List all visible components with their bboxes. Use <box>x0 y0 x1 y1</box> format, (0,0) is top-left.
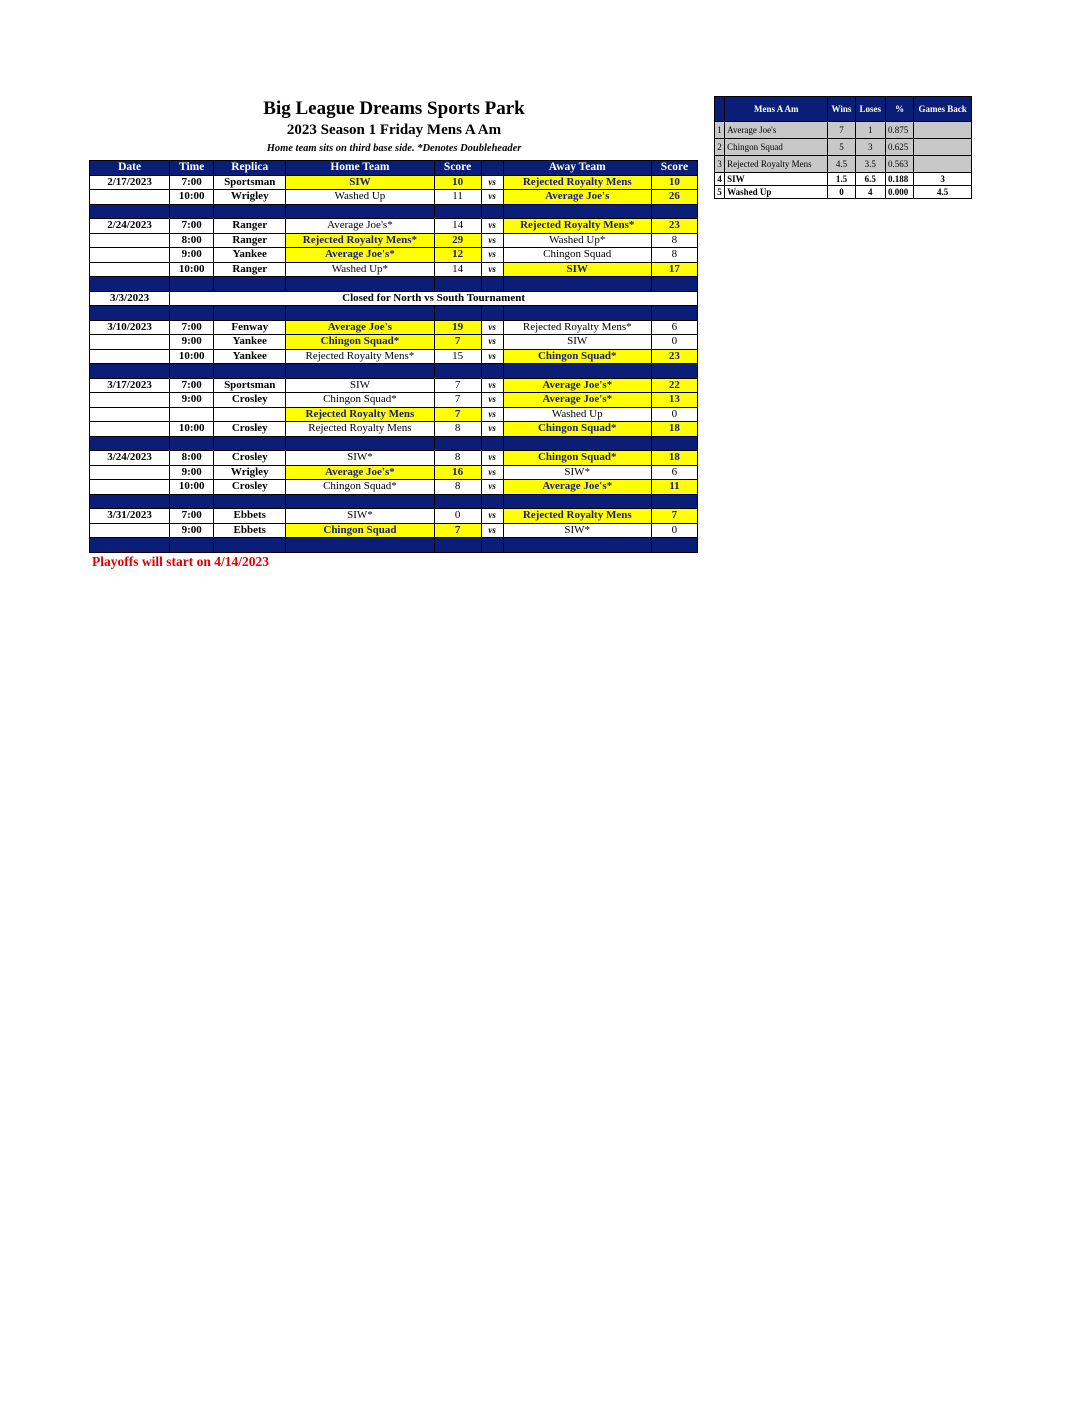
separator-cell <box>651 364 697 379</box>
away-team: Rejected Royalty Mens <box>503 509 651 524</box>
separator-cell <box>90 436 170 451</box>
game-row <box>90 451 698 466</box>
page-title: Big League Dreams Sports Park <box>263 98 525 119</box>
team-loses: 3.5 <box>855 156 885 173</box>
home-score: 7 <box>434 393 481 408</box>
game-date <box>90 523 170 538</box>
home-team: Rejected Royalty Mens <box>286 422 434 437</box>
game-date: 3/31/2023 <box>90 509 170 524</box>
game-date <box>90 233 170 248</box>
home-team: Rejected Royalty Mens <box>286 407 434 422</box>
game-time: 10:00 <box>170 262 214 277</box>
separator-cell <box>214 277 286 292</box>
separator-cell <box>434 306 481 321</box>
game-time: 7:00 <box>170 320 214 335</box>
game-date <box>90 190 170 205</box>
week-separator-row <box>90 306 698 321</box>
replica-field: Wrigley <box>214 190 286 205</box>
game-time: 9:00 <box>170 248 214 263</box>
separator-cell <box>214 306 286 321</box>
separator-cell <box>434 436 481 451</box>
separator-cell <box>503 436 651 451</box>
separator-cell <box>434 204 481 219</box>
separator-cell <box>90 538 170 553</box>
season-subtitle: 2023 Season 1 Friday Mens A Am <box>286 122 502 138</box>
separator-cell <box>90 306 170 321</box>
separator-cell <box>481 204 503 219</box>
team-rank: 1 <box>715 122 725 139</box>
away-score: 13 <box>651 393 697 408</box>
game-time: 8:00 <box>170 233 214 248</box>
away-team: Rejected Royalty Mens* <box>503 219 651 234</box>
home-score: 7 <box>434 378 481 393</box>
vs-label: vs <box>481 320 503 335</box>
separator-cell <box>214 204 286 219</box>
separator-cell <box>481 364 503 379</box>
game-row <box>90 480 698 495</box>
away-score: 6 <box>651 465 697 480</box>
game-date: 3/10/2023 <box>90 320 170 335</box>
standings-header-wins: Wins <box>828 97 855 122</box>
home-score: 7 <box>434 407 481 422</box>
game-date: 2/17/2023 <box>90 175 170 190</box>
separator-cell <box>651 538 697 553</box>
home-score: 8 <box>434 422 481 437</box>
game-date <box>90 407 170 422</box>
game-date <box>90 262 170 277</box>
vs-label: vs <box>481 219 503 234</box>
separator-cell <box>503 204 651 219</box>
separator-cell <box>434 538 481 553</box>
game-row <box>90 190 698 205</box>
standings-header-pct: % <box>885 97 913 122</box>
game-date <box>90 335 170 350</box>
game-row <box>90 407 698 422</box>
home-score: 29 <box>434 233 481 248</box>
home-score: 16 <box>434 465 481 480</box>
away-team: Average Joe's* <box>503 378 651 393</box>
away-score: 7 <box>651 509 697 524</box>
standings-row <box>715 186 972 199</box>
team-loses: 3 <box>855 139 885 156</box>
vs-label: vs <box>481 480 503 495</box>
separator-cell <box>286 436 434 451</box>
replica-field: Crosley <box>214 480 286 495</box>
standings-header-row <box>715 97 972 122</box>
game-row <box>90 523 698 538</box>
col-header-vs <box>481 161 503 176</box>
schedule-table <box>89 160 698 553</box>
game-time: 8:00 <box>170 451 214 466</box>
standings-header-loses: Loses <box>855 97 885 122</box>
vs-label: vs <box>481 393 503 408</box>
col-header-home-score: Score <box>434 161 481 176</box>
separator-cell <box>214 364 286 379</box>
home-team: Washed Up <box>286 190 434 205</box>
team-games-back: 3 <box>914 173 972 186</box>
standings-header-rank <box>715 97 725 122</box>
home-team: SIW <box>286 378 434 393</box>
game-date: 2/24/2023 <box>90 219 170 234</box>
col-header-time: Time <box>170 161 214 176</box>
game-row <box>90 175 698 190</box>
game-time: 7:00 <box>170 378 214 393</box>
vs-label: vs <box>481 407 503 422</box>
game-time <box>170 407 214 422</box>
away-team: Chingon Squad <box>503 248 651 263</box>
separator-cell <box>170 306 214 321</box>
home-score: 7 <box>434 335 481 350</box>
separator-cell <box>481 277 503 292</box>
separator-cell <box>503 494 651 509</box>
separator-cell <box>481 494 503 509</box>
team-rank: 5 <box>715 186 725 199</box>
home-team: SIW* <box>286 451 434 466</box>
separator-cell <box>503 277 651 292</box>
away-score: 18 <box>651 451 697 466</box>
playoffs-notice: Playoffs will start on 4/14/2023 <box>92 554 269 569</box>
team-name: Rejected Royalty Mens <box>725 156 828 173</box>
away-team: Average Joe's <box>503 190 651 205</box>
away-score: 23 <box>651 219 697 234</box>
week-separator-row <box>90 364 698 379</box>
col-header-away-score: Score <box>651 161 697 176</box>
schedule-header-row <box>90 161 698 176</box>
home-team: SIW* <box>286 509 434 524</box>
team-rank: 3 <box>715 156 725 173</box>
game-time: 10:00 <box>170 480 214 495</box>
home-team: SIW <box>286 175 434 190</box>
replica-field: Yankee <box>214 248 286 263</box>
home-score: 7 <box>434 523 481 538</box>
replica-field: Ranger <box>214 233 286 248</box>
home-team: Chingon Squad* <box>286 335 434 350</box>
team-pct: 0.000 <box>885 186 913 199</box>
separator-cell <box>503 538 651 553</box>
game-date: 3/3/2023 <box>90 291 170 306</box>
away-score: 0 <box>651 523 697 538</box>
week-separator-row <box>90 204 698 219</box>
week-separator-row <box>90 277 698 292</box>
team-pct: 0.188 <box>885 173 913 186</box>
away-score: 17 <box>651 262 697 277</box>
home-team: Rejected Royalty Mens* <box>286 233 434 248</box>
separator-cell <box>434 494 481 509</box>
separator-cell <box>481 436 503 451</box>
home-team: Average Joe's* <box>286 219 434 234</box>
separator-cell <box>434 364 481 379</box>
separator-cell <box>286 364 434 379</box>
separator-cell <box>503 364 651 379</box>
game-time: 10:00 <box>170 422 214 437</box>
replica-field: Wrigley <box>214 465 286 480</box>
team-games-back <box>914 122 972 139</box>
closed-message: Closed for North vs South Tournament <box>170 291 698 306</box>
separator-cell <box>651 204 697 219</box>
team-name: SIW <box>725 173 828 186</box>
away-team: SIW <box>503 262 651 277</box>
team-games-back: 4.5 <box>914 186 972 199</box>
replica-field: Ebbets <box>214 509 286 524</box>
away-score: 22 <box>651 378 697 393</box>
standings-row <box>715 173 972 186</box>
separator-cell <box>286 277 434 292</box>
replica-field: Sportsman <box>214 378 286 393</box>
replica-field: Crosley <box>214 451 286 466</box>
separator-cell <box>651 277 697 292</box>
vs-label: vs <box>481 335 503 350</box>
away-team: Rejected Royalty Mens* <box>503 320 651 335</box>
away-score: 6 <box>651 320 697 335</box>
standings-header-games-back: Games Back <box>914 97 972 122</box>
separator-cell <box>170 436 214 451</box>
separator-cell <box>434 277 481 292</box>
replica-field: Yankee <box>214 335 286 350</box>
col-header-replica: Replica <box>214 161 286 176</box>
separator-cell <box>286 306 434 321</box>
separator-cell <box>503 306 651 321</box>
replica-field <box>214 407 286 422</box>
separator-cell <box>214 494 286 509</box>
away-score: 8 <box>651 248 697 263</box>
game-time: 9:00 <box>170 465 214 480</box>
team-wins: 4.5 <box>828 156 855 173</box>
standings-row <box>715 122 972 139</box>
game-date: 3/17/2023 <box>90 378 170 393</box>
away-team: Washed Up* <box>503 233 651 248</box>
separator-cell <box>214 436 286 451</box>
game-row <box>90 320 698 335</box>
away-team: Chingon Squad* <box>503 422 651 437</box>
week-separator-row <box>90 494 698 509</box>
home-score: 14 <box>434 262 481 277</box>
game-row <box>90 509 698 524</box>
game-time: 7:00 <box>170 219 214 234</box>
home-score: 8 <box>434 451 481 466</box>
separator-cell <box>170 204 214 219</box>
game-time: 9:00 <box>170 335 214 350</box>
game-date <box>90 422 170 437</box>
vs-label: vs <box>481 349 503 364</box>
away-score: 18 <box>651 422 697 437</box>
col-header-away-team: Away Team <box>503 161 651 176</box>
game-row <box>90 219 698 234</box>
team-loses: 6.5 <box>855 173 885 186</box>
home-score: 12 <box>434 248 481 263</box>
home-score: 0 <box>434 509 481 524</box>
vs-label: vs <box>481 190 503 205</box>
game-time: 9:00 <box>170 523 214 538</box>
separator-cell <box>90 364 170 379</box>
home-team: Chingon Squad <box>286 523 434 538</box>
away-team: Average Joe's* <box>503 393 651 408</box>
game-time: 9:00 <box>170 393 214 408</box>
team-pct: 0.875 <box>885 122 913 139</box>
separator-cell <box>286 494 434 509</box>
away-team: SIW* <box>503 465 651 480</box>
game-row <box>90 262 698 277</box>
separator-cell <box>651 436 697 451</box>
game-time: 7:00 <box>170 509 214 524</box>
game-row <box>90 349 698 364</box>
col-header-date: Date <box>90 161 170 176</box>
separator-cell <box>170 494 214 509</box>
separator-cell <box>481 538 503 553</box>
game-row <box>90 378 698 393</box>
vs-label: vs <box>481 509 503 524</box>
home-score: 15 <box>434 349 481 364</box>
replica-field: Ranger <box>214 219 286 234</box>
separator-cell <box>481 306 503 321</box>
vs-label: vs <box>481 422 503 437</box>
game-time: 10:00 <box>170 349 214 364</box>
away-score: 23 <box>651 349 697 364</box>
schedule-note: Home team sits on third base side. *Denotes Doubleheader <box>266 143 522 154</box>
game-date <box>90 480 170 495</box>
standings-header-division: Mens A Am <box>725 97 828 122</box>
game-date <box>90 465 170 480</box>
team-rank: 2 <box>715 139 725 156</box>
away-score: 11 <box>651 480 697 495</box>
home-team: Average Joe's <box>286 320 434 335</box>
team-games-back <box>914 156 972 173</box>
separator-cell <box>170 277 214 292</box>
vs-label: vs <box>481 233 503 248</box>
separator-cell <box>170 538 214 553</box>
team-wins: 0 <box>828 186 855 199</box>
vs-label: vs <box>481 451 503 466</box>
separator-cell <box>651 494 697 509</box>
vs-label: vs <box>481 378 503 393</box>
away-score: 10 <box>651 175 697 190</box>
replica-field: Yankee <box>214 349 286 364</box>
game-time: 10:00 <box>170 190 214 205</box>
away-team: Chingon Squad* <box>503 451 651 466</box>
standings-table <box>714 96 972 199</box>
home-team: Rejected Royalty Mens* <box>286 349 434 364</box>
col-header-home-team: Home Team <box>286 161 434 176</box>
away-team: Average Joe's* <box>503 480 651 495</box>
home-team: Average Joe's* <box>286 465 434 480</box>
team-rank: 4 <box>715 173 725 186</box>
replica-field: Sportsman <box>214 175 286 190</box>
home-score: 10 <box>434 175 481 190</box>
game-row <box>90 248 698 263</box>
replica-field: Fenway <box>214 320 286 335</box>
game-row <box>90 393 698 408</box>
separator-cell <box>170 364 214 379</box>
game-time: 7:00 <box>170 175 214 190</box>
team-name: Washed Up <box>725 186 828 199</box>
team-games-back <box>914 139 972 156</box>
replica-field: Crosley <box>214 422 286 437</box>
team-name: Chingon Squad <box>725 139 828 156</box>
vs-label: vs <box>481 248 503 263</box>
team-pct: 0.625 <box>885 139 913 156</box>
team-name: Average Joe's <box>725 122 828 139</box>
separator-cell <box>651 306 697 321</box>
home-team: Chingon Squad* <box>286 480 434 495</box>
separator-cell <box>286 204 434 219</box>
separator-cell <box>90 204 170 219</box>
vs-label: vs <box>481 523 503 538</box>
team-wins: 1.5 <box>828 173 855 186</box>
home-team: Average Joe's* <box>286 248 434 263</box>
home-score: 11 <box>434 190 481 205</box>
home-score: 14 <box>434 219 481 234</box>
away-score: 0 <box>651 335 697 350</box>
game-date <box>90 248 170 263</box>
game-row <box>90 422 698 437</box>
separator-cell <box>214 538 286 553</box>
team-loses: 4 <box>855 186 885 199</box>
replica-field: Ebbets <box>214 523 286 538</box>
team-pct: 0.563 <box>885 156 913 173</box>
vs-label: vs <box>481 465 503 480</box>
team-wins: 7 <box>828 122 855 139</box>
away-score: 0 <box>651 407 697 422</box>
separator-cell <box>286 538 434 553</box>
separator-cell <box>90 277 170 292</box>
game-row <box>90 233 698 248</box>
closed-row <box>90 291 698 306</box>
game-row <box>90 335 698 350</box>
away-team: Chingon Squad* <box>503 349 651 364</box>
week-separator-row <box>90 538 698 553</box>
home-score: 19 <box>434 320 481 335</box>
away-score: 8 <box>651 233 697 248</box>
away-team: SIW* <box>503 523 651 538</box>
team-wins: 5 <box>828 139 855 156</box>
separator-cell <box>90 494 170 509</box>
away-team: Washed Up <box>503 407 651 422</box>
away-team: Rejected Royalty Mens <box>503 175 651 190</box>
game-row <box>90 465 698 480</box>
standings-row <box>715 156 972 173</box>
vs-label: vs <box>481 262 503 277</box>
standings-row <box>715 139 972 156</box>
replica-field: Ranger <box>214 262 286 277</box>
home-score: 8 <box>434 480 481 495</box>
replica-field: Crosley <box>214 393 286 408</box>
away-score: 26 <box>651 190 697 205</box>
away-team: SIW <box>503 335 651 350</box>
home-team: Chingon Squad* <box>286 393 434 408</box>
home-team: Washed Up* <box>286 262 434 277</box>
game-date <box>90 349 170 364</box>
vs-label: vs <box>481 175 503 190</box>
game-date: 3/24/2023 <box>90 451 170 466</box>
game-date <box>90 393 170 408</box>
team-loses: 1 <box>855 122 885 139</box>
week-separator-row <box>90 436 698 451</box>
